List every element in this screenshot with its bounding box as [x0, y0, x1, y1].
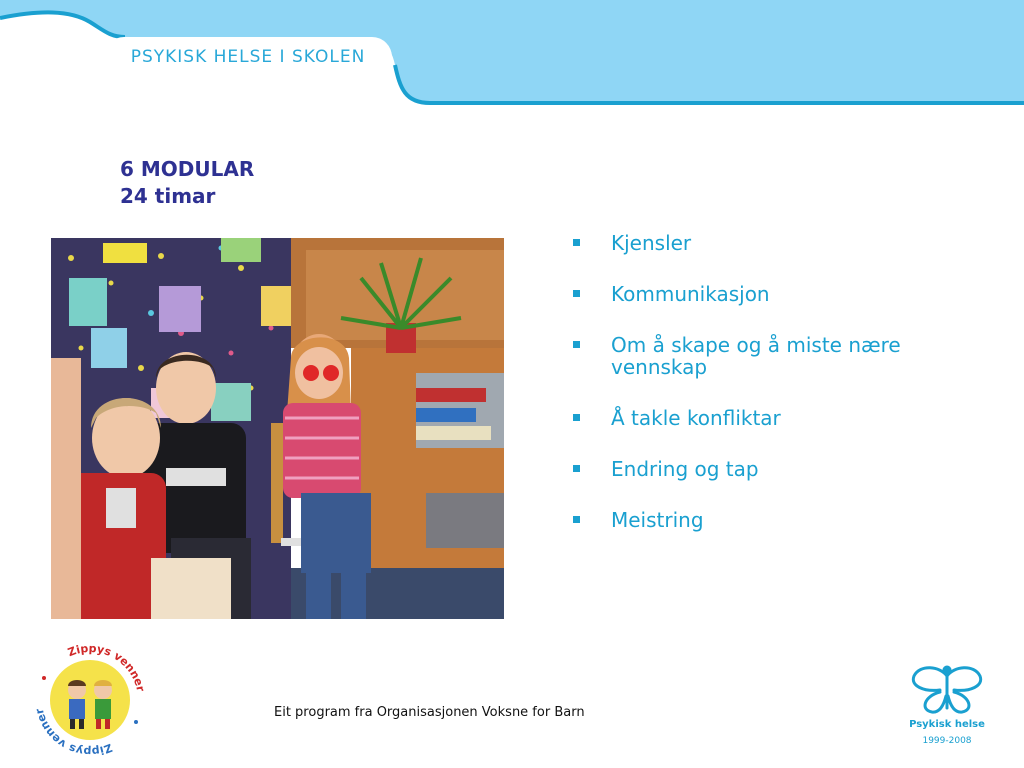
psykisk-helse-name: Psykisk helse [909, 719, 985, 730]
list-item [572, 334, 992, 378]
bullet-square-icon [573, 465, 580, 472]
zippys-venner-logo [30, 640, 150, 760]
list-item [572, 458, 992, 480]
slide-title-line-1: 6 MODULAR [120, 157, 255, 181]
footer-text: Eit program fra Organisasjonen Voksne for Barn [274, 705, 585, 720]
list-item-text: Å takle konfliktar [611, 406, 781, 430]
classroom-photo-image [51, 238, 504, 619]
slide-title [120, 156, 254, 210]
bullet-square-icon [573, 341, 580, 348]
list-item-text: Kjensler [611, 231, 692, 255]
list-item [572, 407, 992, 429]
butterfly-icon [900, 662, 994, 718]
header-pill [104, 37, 392, 77]
list-item [572, 232, 992, 254]
list-item-text: Endring og tap [611, 457, 759, 481]
bullet-square-icon [573, 239, 580, 246]
slide-title-line-2: 24 timar [120, 184, 216, 208]
bullet-square-icon [573, 516, 580, 523]
list-item-text: Meistring [611, 508, 704, 532]
classroom-photo [51, 238, 504, 619]
psykisk-helse-logo [900, 662, 994, 752]
list-item-text: Kommunikasjon [611, 282, 770, 306]
svg-text:Zippys venner: Zippys venner [66, 641, 148, 693]
svg-text:Zippys venner: Zippys venner [32, 707, 114, 759]
list-item [572, 283, 992, 305]
psykisk-helse-years: 1999-2008 [922, 736, 972, 746]
list-item-text: Om å skape og å miste nære vennskap [611, 333, 901, 379]
header-title: PSYKISK HELSE I SKOLEN [130, 47, 366, 67]
bullet-square-icon [573, 290, 580, 297]
topic-list [572, 232, 992, 560]
list-item [572, 509, 992, 531]
bullet-square-icon [573, 414, 580, 421]
